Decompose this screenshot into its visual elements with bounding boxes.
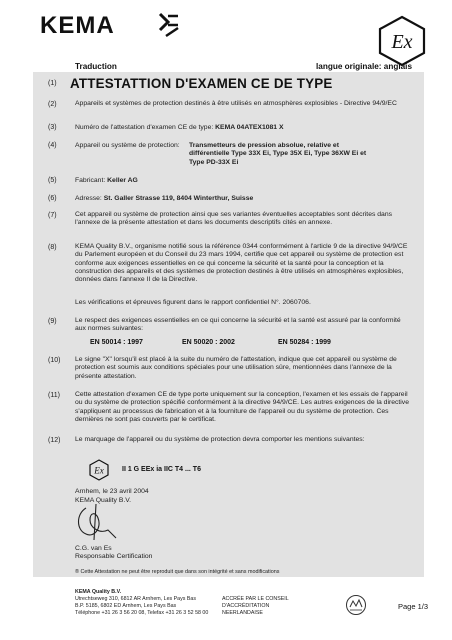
svg-text:Ex: Ex <box>391 31 413 53</box>
manufacturer-label: Fabricant: <box>75 177 106 184</box>
reproduction-footnote: ® Cette Attestation ne peut être reproduit que dans son intégrité et sans modifications <box>75 569 280 575</box>
original-language-label: langue originale: anglais <box>316 62 412 71</box>
item-text-9: Le respect des exigences essentielles en ce qui concerne la sécurité et la santé est assuré par la conformité aux normes suivantes: <box>75 317 401 333</box>
item-number-4: (4) <box>48 142 57 149</box>
item-row-6 <box>75 195 410 203</box>
footer-company: KEMA Quality B.V. <box>75 589 122 595</box>
item-number-5: (5) <box>48 177 57 184</box>
item-text-7: Cet appareil ou système de protection ainsi que ses variantes éventuelles acceptables sont décrites dans l'annexe de la présente attestation et dans les documents descriptifs cités en annexe. <box>75 211 392 227</box>
item-number-10: (10) <box>48 357 61 364</box>
footer-address-2: B.P. 5185, 6802 ED Arnhem, Les Pays Bas <box>75 603 177 609</box>
item-text-2: Appareils et systèmes de protection destinés à être utilisés en atmosphères explosibles - Directive 94/9/EC <box>75 100 397 107</box>
item-row-3 <box>75 124 410 132</box>
accreditation-line-3: NEERLANDAISE <box>222 610 263 616</box>
address-label: Adresse: <box>75 195 102 202</box>
manufacturer-value: Keller AG <box>107 177 138 184</box>
equipment-label: Appareil ou système de protection: <box>75 142 180 149</box>
ex-hexagon-icon <box>376 15 428 67</box>
item-number-12: (12) <box>48 437 61 444</box>
kema-logo-mark-icon <box>158 12 180 38</box>
signatory-name: C.G. van Es <box>75 545 112 552</box>
accreditation-line-1: ACCRÉE PAR LE CONSEIL <box>222 596 289 602</box>
kema-logo: KEMA <box>40 12 115 39</box>
item-number-8: (8) <box>48 244 57 251</box>
certificate-number-label: Numéro de l'attestation d'examen CE de type: <box>75 124 214 131</box>
item-number-9: (9) <box>48 318 57 325</box>
signatory-role: Responsable Certification <box>75 553 153 560</box>
footer-phone: Téléphone +31 26 3 56 20 08, Telefax +31 26 3 52 58 00 <box>75 610 209 616</box>
page-number: Page 1/3 <box>398 602 429 611</box>
item-text-8-report: Les vérifications et épreuves figurent dans le rapport confidentiel N°. 2060706. <box>75 299 311 306</box>
signing-organisation: KEMA Quality B.V. <box>75 497 132 504</box>
item-text-11: Cette attestation d'examen CE de type porte uniquement sur la conception, l'examen et les essais de l'appareil ou du système de protection spécifié conformément à la directive 94/9/CE. Les autres exigences de la directive s'appliquent au processus de fabrication et à la fourniture de l'appareil ou du système de protection. Ces dernières ne sont pas couverts par le certificat. <box>75 391 409 423</box>
accreditation-line-2: D'ACCRÉDITATION <box>222 603 270 609</box>
item-text-10: Le signe "X" lorsqu'il est placé à la suite du numéro de l'attestation, indique que cet appareil ou système de protection est soumis aux conditions spéciales pour une utilisation sûre, mentionnées dans l'annexe de la présente attestation. <box>75 356 397 380</box>
item-number-6: (6) <box>48 195 57 202</box>
svg-text:Ex: Ex <box>94 465 104 476</box>
footer-address-1: Utrechtseweg 310, 6812 AR Arnhem, Les Pays Bas <box>75 596 197 602</box>
accreditation-seal-icon <box>345 594 367 616</box>
item-number-7: (7) <box>48 212 57 219</box>
norm-1: EN 50014 : 1997 <box>90 339 143 346</box>
address-value: St. Galler Strasse 119, 8404 Winterthur, Suisse <box>103 195 254 202</box>
norm-2: EN 50020 : 2002 <box>182 339 235 346</box>
equipment-marking: II 1 G EEx ia IIC T4 ... T6 <box>122 466 201 473</box>
certificate-title: ATTESTATTION D'EXAMEN CE DE TYPE <box>70 76 333 91</box>
item-text-12: Le marquage de l'appareil ou du système de protection devra comporter les mentions suivantes: <box>75 436 365 443</box>
item-number-3: (3) <box>48 124 57 131</box>
handwritten-signature <box>72 500 122 544</box>
item-text-8: KEMA Quality B.V., organisme notifié sous la référence 0344 conformément à l'article 9 de la directive 94/9/CE du Parlement européen et du Conseil du 23 mars 1994, certifie que cet appareil ou système de protection est conforme aux exigences essentielles en ce qui concerne la sécurité et la santé pour la conception et la construction des appareils et des systèmes de protection destinés à être utilisés en atmosphères explosibles, données dans l'annexe II de la Directive. <box>75 243 408 284</box>
norm-3: EN 50284 : 1999 <box>278 339 331 346</box>
equipment-value: Transmetteurs de pression absolue, relative et différentielle Type 33X Ei, Type 35X Ei, Type 36XW Ei et Type PD-33X Ei <box>189 142 367 166</box>
item-number-2: (2) <box>48 101 57 108</box>
place-date: Arnhem, le 23 avril 2004 <box>75 488 149 495</box>
item-row-5 <box>75 177 410 185</box>
translation-label: Traduction <box>75 62 117 71</box>
item-number-11: (11) <box>48 392 60 399</box>
ex-marking-icon <box>88 459 110 481</box>
certificate-number-value: KEMA 04ATEX1081 X <box>215 124 284 131</box>
item-number-1: (1) <box>48 80 57 87</box>
